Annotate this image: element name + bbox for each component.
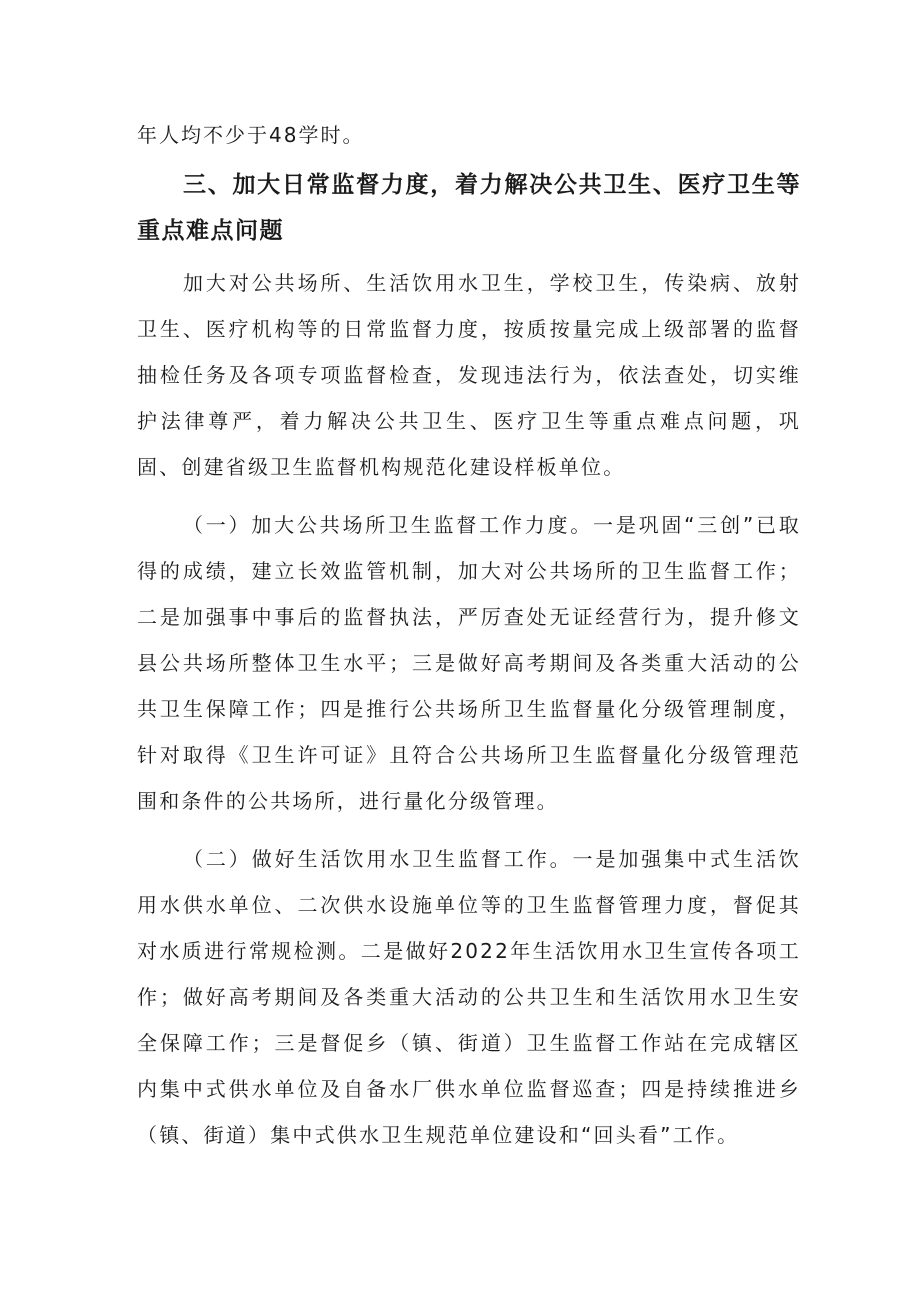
document-body: [137, 112, 801, 1158]
paragraph-intro: 加大对公共场所、生活饮用水卫生，学校卫生，传染病、放射卫生、医疗机构等的日常监督力度，按质按量完成上级部署的监督抽检任务及各项专项监督检查，发现违法行为，依法查处，切实维护法律尊严，着力解决公共卫生、医疗卫生等重点难点问题，巩固、创建省级卫生监督机构规范化建设样板单位。: [137, 271, 801, 479]
paragraph-public-places: （一）加大公共场所卫生监督工作力度。一是巩固“三创”已取得的成绩，建立长效监管机制，加大对公共场所的卫生监督工作；二是加强事中事后的监督执法，严厉查处无证经营行为，提升修文县公共场所整体卫生水平；三是做好高考期间及各类重大活动的公共卫生保障工作；四是推行公共场所卫生监督量化分级管理制度，针对取得《卫生许可证》且符合公共场所卫生监督量化分级管理范围和条件的公共场所，进行量化分级管理。: [137, 513, 801, 813]
paragraph-drinking-water: （二）做好生活饮用水卫生监督工作。一是加强集中式生活饮用水供水单位、二次供水设施单位等的卫生监督管理力度，督促其对水质进行常规检测。二是做好2022年生活饮用水卫生宣传各项工作；做好高考期间及各类重大活动的公共卫生和生活饮用水卫生安全保障工作；三是督促乡（镇、街道）卫生监督工作站在完成辖区内集中式供水单位及自备水厂供水单位监督巡查；四是持续推进乡（镇、街道）集中式供水卫生规范单位建设和“回头看”工作。: [137, 847, 801, 1147]
continuation-line: 年人均不少于48学时。: [137, 123, 365, 147]
section-heading: 三、加大日常监督力度，着力解决公共卫生、医疗卫生等重点难点问题: [137, 172, 801, 244]
